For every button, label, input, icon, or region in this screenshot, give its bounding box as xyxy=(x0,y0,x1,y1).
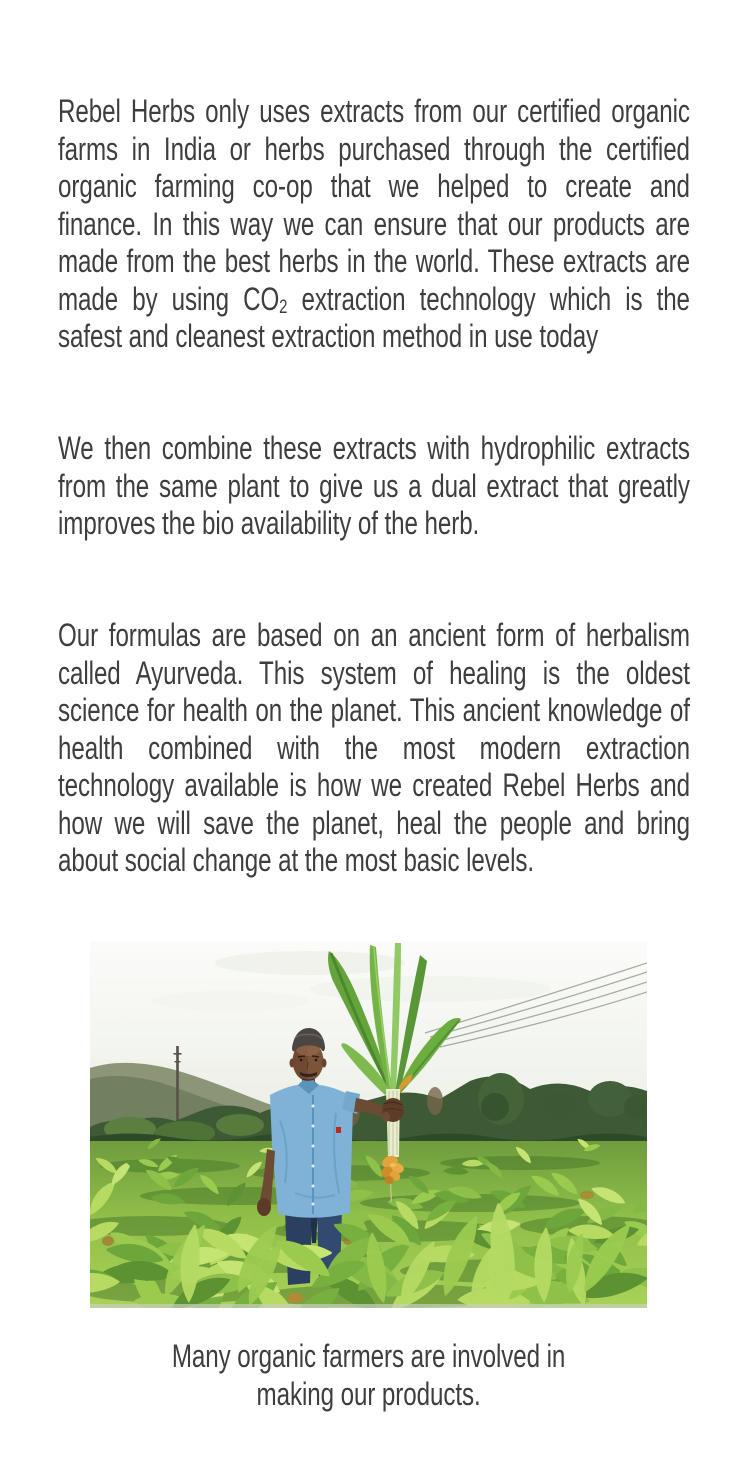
paragraph-extraction-text-cont: extraction technology which is the safest and cleanest extraction method in use today xyxy=(58,280,690,354)
shirt-logo xyxy=(336,1127,341,1133)
co2-subscript: 2 xyxy=(279,296,288,319)
paragraph-dual-extract: We then combine these extracts with hydrophilic extracts from the same plant to give us a dual extract that greatly improves the bio availability of the herb. xyxy=(58,430,690,541)
hanging-hand xyxy=(257,1198,271,1216)
farmer-field-photo xyxy=(90,941,647,1308)
gripping-fist xyxy=(382,1098,404,1122)
paragraph-extraction xyxy=(58,93,690,356)
caption-line-2: making our products. xyxy=(256,1375,481,1412)
photo-caption xyxy=(90,1338,647,1413)
paragraph-ayurveda: Our formulas are based on an ancient form of herbalism called Ayurveda. This system of healing is the oldest science for health on the planet. This ancient knowledge of health combined with the most modern extraction technology available is how we created Rebel Herbs and how we will save the planet, heal the people and bring about social change at the most basic levels. xyxy=(58,617,690,878)
photo-bottom-edge xyxy=(90,1304,647,1308)
farmer-field-photo-art xyxy=(90,941,647,1308)
caption-line-1: Many organic farmers are involved in xyxy=(171,1338,566,1374)
farmer-photo-figure xyxy=(90,941,647,1413)
paragraph-extraction-text: Rebel Herbs only uses extracts from our certified organic farms in India or herbs purchased through the certified organic farming co-op that we helped to create and finance. In this way we can ensure that our products are made from the best herbs in the world. These extracts are made by using CO xyxy=(58,93,690,317)
